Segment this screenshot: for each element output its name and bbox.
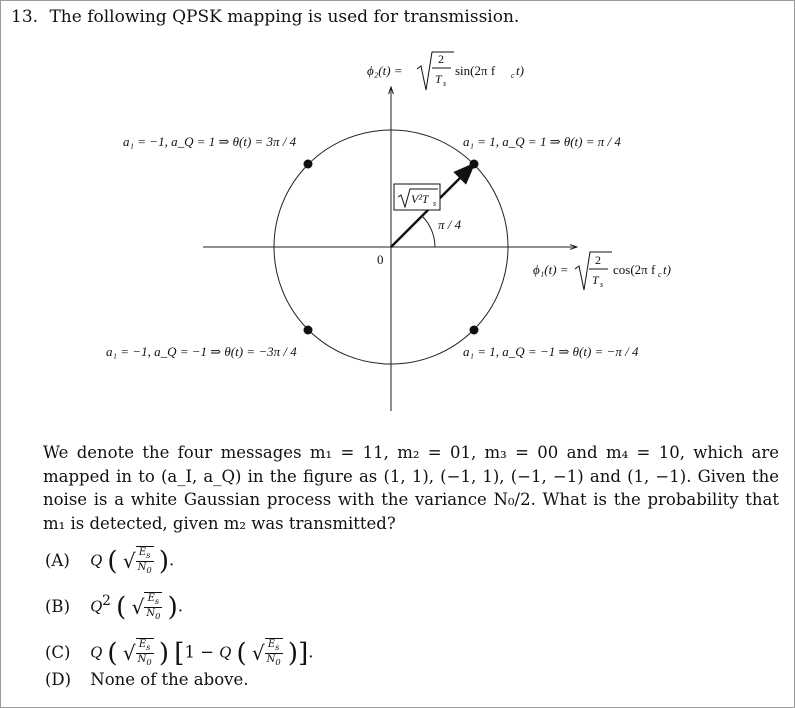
q-func: Q [90,642,103,662]
option-d-text: None of the above. [90,670,249,689]
sqrt-sign: √ [131,595,145,619]
n0-sub: 0 [146,565,152,575]
point-label-q2: a₁ = −1, a_Q = 1 ⇒ θ(t) = 3π / 4 [123,134,297,149]
angle-label: π / 4 [438,217,462,232]
phi1-num: 2 [595,253,601,267]
point-label-q4: a₁ = 1, a_Q = −1 ⇒ θ(t) = −π / 4 [463,344,639,359]
sqrt-expr [252,638,283,668]
q-func: Q [90,550,103,570]
constellation-point-q3 [304,326,313,335]
sqrt-sign: √ [122,641,136,665]
sqrt-expr [123,638,154,668]
es-symbol: E [147,593,155,604]
q-square: 2 [102,593,111,609]
n0-sub: 0 [275,657,281,667]
close-paren: ) [158,638,170,669]
constellation-point-q2 [304,160,313,169]
question-number: 13. [11,7,39,27]
radius-label [394,184,440,210]
n0-symbol: N [137,654,147,665]
period: . [308,642,314,662]
open-bracket: [ [174,638,185,669]
open-paren: ( [116,592,127,623]
open-paren: ( [236,638,247,669]
phi2-func-tail: t) [516,63,524,78]
period: . [177,596,184,616]
phi1-func-sub: c [658,270,662,279]
phi1-func-tail: t) [663,262,671,277]
es-symbol: E [138,639,147,650]
angle-arc [422,216,435,247]
open-paren: ( [107,546,118,577]
phi2-func-sub: c [511,71,515,80]
phi1-func: cos(2π f [613,262,656,277]
phi2-den-sub: s [443,79,447,88]
phi2-num: 2 [438,52,444,66]
constellation-point-q4 [470,326,479,335]
phi1-basis-label [533,252,671,290]
es-sub: s [275,642,280,652]
es-sub: s [154,596,160,606]
es-symbol: E [138,547,147,558]
option-b[interactable] [45,592,183,623]
close-paren: ) [287,638,299,669]
n0-symbol: N [266,654,276,665]
option-d[interactable] [45,670,248,689]
n0-sub: 0 [155,611,161,621]
phi1-lhs: ϕ₁(t) = [533,262,569,277]
n0-sub: 0 [146,657,152,667]
es-symbol: E [267,639,276,650]
phi2-lhs: ϕ₂(t) = [367,63,403,78]
origin-label: 0 [377,252,384,267]
option-a[interactable] [45,546,174,577]
phi1-den-sub: s [600,280,604,289]
close-paren: ) [158,546,170,577]
period: . [169,550,175,570]
sqrt-expr [123,546,154,576]
option-d-label: (D) [45,670,72,689]
es-sub: s [146,642,151,652]
sqrt-sign: √ [122,549,136,573]
sqrt-sign: √ [251,641,265,665]
one-minus: 1 − [184,642,215,662]
question-paragraph: We denote the four messages m₁ = 11, m₂ = 01, m₃ = 00 and m₄ = 10, which are mapped in to (a_I, a_Q) in the figure as (1, 1), (−1, 1), (−1, −1) and (1, −1). Given the noise is a white Gaussian process with the variance N₀/2. What is the probability that m₁ is detected, given m₂ was transmitted? [43,443,779,533]
open-paren: ( [107,638,118,669]
point-label-q3: a₁ = −1, a_Q = −1 ⇒ θ(t) = −3π / 4 [106,344,297,359]
phi2-func: sin(2π f [455,63,496,78]
constellation-point-q1 [470,160,479,169]
question-intro: The following QPSK mapping is used for transmission. [49,7,520,27]
q-func: Q [90,596,103,616]
n0-symbol: N [137,562,147,573]
point-label-q1: a₁ = 1, a_Q = 1 ⇒ θ(t) = π / 4 [463,134,621,149]
n0-symbol: N [146,608,156,619]
qpsk-constellation-diagram [1,1,794,441]
phi2-den: T [435,72,442,86]
radius-sub: s [433,199,437,208]
phi2-basis-label [367,52,524,90]
es-sub: s [146,550,151,560]
option-c-label: (C) [45,642,71,662]
close-paren: ) [167,592,178,623]
option-a-label: (A) [45,550,70,570]
option-b-label: (B) [45,596,70,616]
radius-text: V²T [411,192,429,206]
option-c[interactable] [45,638,313,669]
phi1-den: T [592,273,599,287]
close-bracket: ] [298,638,309,669]
sqrt-expr [132,592,163,622]
q-func: Q [219,642,232,662]
